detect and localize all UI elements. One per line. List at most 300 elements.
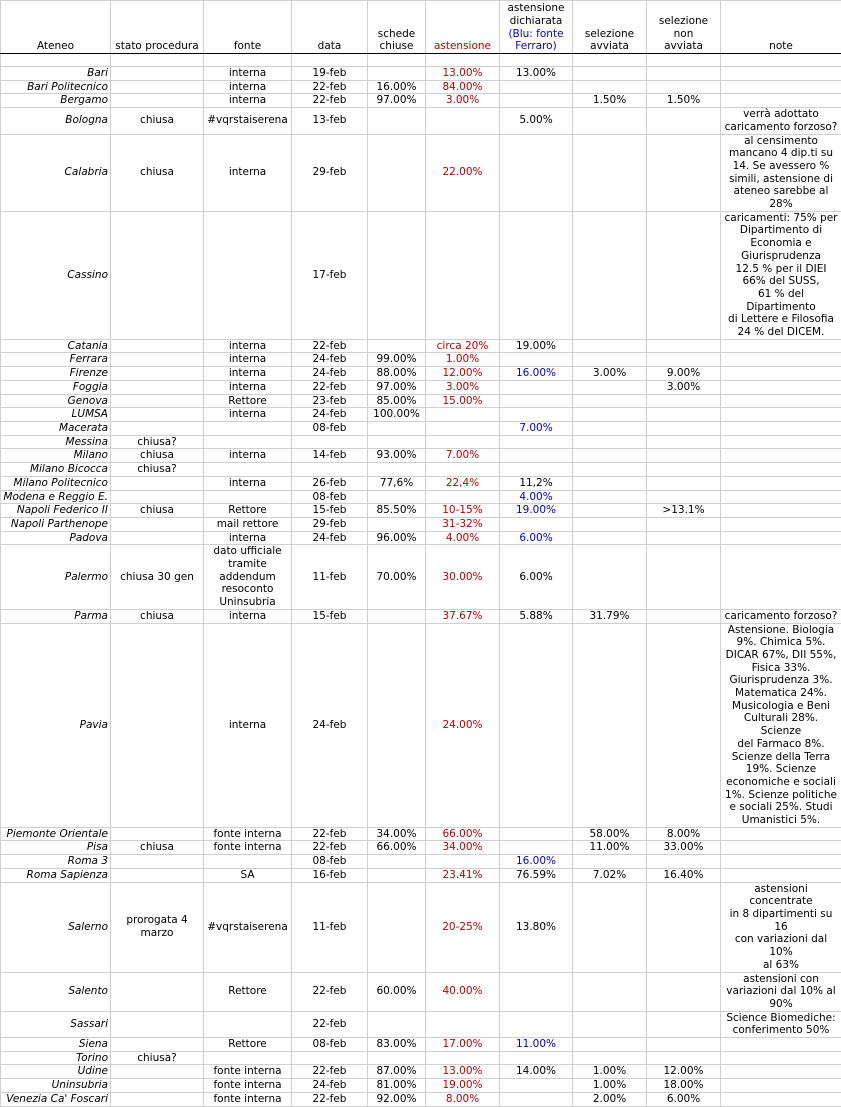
cell-selezione-non: 3.00% [647,380,721,394]
cell-stato [111,394,204,408]
cell-fonte [204,463,292,477]
cell-selezione [573,855,647,869]
cell-schede [368,211,426,339]
cell-selezione: 1.00% [573,1065,647,1079]
cell-fonte [204,1011,292,1037]
cell-note [721,1038,841,1052]
cell-astensione-dichiarata: 6.00% [500,545,573,610]
cell-selezione: 58.00% [573,827,647,841]
cell-fonte: interna [204,94,292,108]
cell-schede [368,435,426,449]
col-header-astensione: astensione [426,1,500,54]
cell-data: 11-feb [292,882,368,972]
cell-astensione-dichiarata [500,449,573,463]
cell-schede: 60.00% [368,972,426,1011]
cell-selezione-non [647,1011,721,1037]
cell-selezione-non: 18.00% [647,1079,721,1093]
cell-schede [368,134,426,211]
cell-stato [111,94,204,108]
cell-data: 13-feb [292,108,368,134]
cell-astensione: 23.41% [426,868,500,882]
cell-schede [368,1051,426,1065]
cell-data: 17-feb [292,211,368,339]
cell-ateneo: Roma 3 [1,855,111,869]
cell-ateneo: Roma Sapienza [1,868,111,882]
cell-stato [111,339,204,353]
cell-selezione-non [647,67,721,81]
cell-data: 22-feb [292,1065,368,1079]
cell-note [721,1079,841,1093]
table-row [1,80,841,94]
cell-selezione [573,394,647,408]
cell-schede: 100.00% [368,408,426,422]
col-header-fonte: fonte [204,1,292,54]
cell-fonte [204,1051,292,1065]
cell-astensione: circa 20% [426,339,500,353]
cell-ateneo: Torino [1,1051,111,1065]
cell-astensione: 34.00% [426,841,500,855]
cell-schede [368,609,426,623]
cell-stato [111,517,204,531]
cell-astensione-dichiarata: 4.00% [500,490,573,504]
cell-astensione: 84.00% [426,80,500,94]
cell-schede [368,623,426,827]
cell-selezione: 11.00% [573,841,647,855]
cell-astensione: 15.00% [426,394,500,408]
cell-selezione-non: >13.1% [647,504,721,518]
cell-astensione-dichiarata [500,1079,573,1093]
cell-data: 19-feb [292,67,368,81]
cell-note [721,545,841,610]
cell-note [721,855,841,869]
table-row [1,1079,841,1093]
cell-selezione: 31.79% [573,609,647,623]
cell-astensione: 3.00% [426,94,500,108]
cell-astensione-dichiarata [500,827,573,841]
cell-fonte: interna [204,449,292,463]
col-header-ateneo: Ateneo [1,1,111,54]
table-row [1,476,841,490]
cell-selezione [573,490,647,504]
cell-fonte: #vqrstaiserena [204,108,292,134]
cell-astensione: 8.00% [426,1092,500,1106]
cell-astensione-dichiarata [500,1092,573,1106]
cell-selezione [573,108,647,134]
cell-note: Science Biomediche: conferimento 50% [721,1011,841,1037]
cell-schede: 85.50% [368,504,426,518]
cell-selezione: 1.50% [573,94,647,108]
cell-astensione-dichiarata: 19.00% [500,504,573,518]
cell-stato: chiusa [111,841,204,855]
cell-ateneo: Messina [1,435,111,449]
cell-note [721,517,841,531]
cell-astensione-dichiarata: 13.80% [500,882,573,972]
cell-astensione: 20-25% [426,882,500,972]
cell-astensione-dichiarata [500,353,573,367]
cell-selezione [573,504,647,518]
cell-astensione-dichiarata [500,1051,573,1065]
cell-data: 23-feb [292,394,368,408]
table-row [1,353,841,367]
cell-fonte: interna [204,476,292,490]
cell-stato [111,80,204,94]
cell-note: caricamenti: 75% per Dipartimento di Economia e Giurisprudenza 12.5 % per il DIEI 66% del SUSS, 61 % del Dipartimento di Lettere e Filosofia 24 % del DICEM. [721,211,841,339]
cell-note [721,868,841,882]
cell-data: 24-feb [292,623,368,827]
cell-note [721,380,841,394]
cell-selezione-non [647,339,721,353]
cell-fonte [204,421,292,435]
cell-ateneo: Bari Politecnico [1,80,111,94]
cell-fonte: fonte interna [204,1065,292,1079]
cell-schede [368,1011,426,1037]
cell-schede: 96.00% [368,531,426,545]
cell-ateneo: Calabria [1,134,111,211]
cell-stato [111,421,204,435]
cell-data: 24-feb [292,367,368,381]
cell-note [721,504,841,518]
cell-astensione: 1.00% [426,353,500,367]
cell-data: 22-feb [292,339,368,353]
cell-stato: chiusa 30 gen [111,545,204,610]
cell-astensione [426,108,500,134]
cell-note: Astensione. Biologia 9%. Chimica 5%. DICAR 67%, DII 55%, Fisica 33%. Giurisprudenza 3%. Matematica 24%. Musicologia e Beni Culturali 28%. Scienze del Farmaco 8%. Scienze della Terra 19%. Scienze economiche e sociali 1%. Scienze politiche e sociali 25%. Studi Umanistici 5%. [721,623,841,827]
cell-selezione [573,476,647,490]
cell-selezione-non: 16.40% [647,868,721,882]
cell-note [721,408,841,422]
cell-astensione: 31-32% [426,517,500,531]
col-header-astensione-dichiarata: astensione dichiarata (Blu: fonte Ferraro) [500,1,573,54]
cell-astensione: 13.00% [426,67,500,81]
cell-astensione-dichiarata [500,1011,573,1037]
cell-stato [111,1079,204,1093]
col-header-data: data [292,1,368,54]
cell-astensione: 37.67% [426,609,500,623]
cell-astensione-dichiarata: 14.00% [500,1065,573,1079]
cell-ateneo: Ferrara [1,353,111,367]
cell-selezione-non [647,972,721,1011]
cell-ateneo: Modena e Reggio E. [1,490,111,504]
cell-astensione: 10-15% [426,504,500,518]
cell-ateneo: Napoli Parthenope [1,517,111,531]
cell-schede: 93.00% [368,449,426,463]
cell-note: astensioni con variazioni dal 10% al 90% [721,972,841,1011]
cell-data: 24-feb [292,1079,368,1093]
cell-stato [111,1092,204,1106]
cell-selezione-non [647,476,721,490]
table-row [1,134,841,211]
cell-selezione [573,545,647,610]
cell-schede: 92.00% [368,1092,426,1106]
cell-fonte: fonte interna [204,841,292,855]
cell-schede: 16.00% [368,80,426,94]
cell-data: 22-feb [292,1011,368,1037]
cell-selezione-non [647,353,721,367]
cell-stato [111,211,204,339]
cell-selezione-non: 8.00% [647,827,721,841]
cell-astensione-dichiarata: 16.00% [500,855,573,869]
table-row [1,1065,841,1079]
cell-astensione-dichiarata [500,134,573,211]
cell-fonte: fonte interna [204,1092,292,1106]
cell-note [721,1092,841,1106]
cell-selezione [573,380,647,394]
cell-ateneo: Uninsubria [1,1079,111,1093]
cell-astensione: 7.00% [426,449,500,463]
cell-selezione-non [647,80,721,94]
cell-selezione-non [647,435,721,449]
table-row [1,855,841,869]
cell-selezione-non [647,531,721,545]
cell-astensione [426,211,500,339]
cell-data [292,435,368,449]
cell-ateneo: Firenze [1,367,111,381]
cell-data: 15-feb [292,504,368,518]
cell-stato [111,367,204,381]
col-header-schede: schede chiuse [368,1,426,54]
cell-schede [368,421,426,435]
cell-schede: 81.00% [368,1079,426,1093]
cell-astensione [426,421,500,435]
cell-selezione-non [647,408,721,422]
cell-data: 08-feb [292,855,368,869]
cell-ateneo: Milano [1,449,111,463]
cell-stato [111,972,204,1011]
cell-astensione-dichiarata [500,972,573,1011]
cell-fonte: Rettore [204,394,292,408]
cell-fonte [204,435,292,449]
cell-selezione-non: 9.00% [647,367,721,381]
cell-note: al censimento mancano 4 dip.ti su 14. Se avessero % simili, astensione di ateneo sarebbe al 28% [721,134,841,211]
cell-data: 22-feb [292,972,368,1011]
cell-note [721,841,841,855]
cell-ateneo: Catania [1,339,111,353]
cell-schede [368,868,426,882]
cell-astensione: 12.00% [426,367,500,381]
cell-selezione-non [647,609,721,623]
cell-ateneo: Salento [1,972,111,1011]
cell-selezione-non [647,421,721,435]
cell-schede [368,490,426,504]
cell-selezione: 2.00% [573,1092,647,1106]
cell-astensione-dichiarata [500,380,573,394]
cell-fonte: interna [204,380,292,394]
table-row [1,972,841,1011]
cell-fonte [204,855,292,869]
cell-stato [111,380,204,394]
cell-schede: 97.00% [368,94,426,108]
cell-stato: chiusa? [111,463,204,477]
cell-fonte: interna [204,67,292,81]
cell-data [292,463,368,477]
cell-stato: prorogata 4 marzo [111,882,204,972]
cell-astensione: 22.00% [426,134,500,211]
cell-ateneo: Bergamo [1,94,111,108]
cell-data: 22-feb [292,80,368,94]
cell-note: astensioni concentrate in 8 dipartimenti su 16 con variazioni dal 10% al 63% [721,882,841,972]
cell-ateneo: Napoli Federico II [1,504,111,518]
cell-selezione [573,353,647,367]
cell-note [721,827,841,841]
cell-selezione [573,80,647,94]
cell-ateneo: Macerata [1,421,111,435]
table-row [1,490,841,504]
cell-selezione-non: 1.50% [647,94,721,108]
cell-selezione [573,134,647,211]
cell-data: 08-feb [292,1038,368,1052]
cell-stato: chiusa [111,449,204,463]
table-row [1,67,841,81]
cell-schede: 83.00% [368,1038,426,1052]
cell-astensione-dichiarata [500,435,573,449]
cell-astensione-dichiarata [500,517,573,531]
cell-ateneo: Pisa [1,841,111,855]
table-row [1,1092,841,1106]
cell-note [721,67,841,81]
cell-fonte: interna [204,339,292,353]
cell-selezione [573,67,647,81]
cell-ateneo: Cassino [1,211,111,339]
spacer-row [1,54,841,67]
cell-selezione: 7.02% [573,868,647,882]
cell-stato: chiusa [111,134,204,211]
cell-stato [111,623,204,827]
cell-note [721,476,841,490]
cell-data: 08-feb [292,490,368,504]
cell-schede: 88.00% [368,367,426,381]
cell-ateneo: Foggia [1,380,111,394]
cell-schede: 85.00% [368,394,426,408]
cell-astensione-dichiarata [500,841,573,855]
cell-schede [368,339,426,353]
cell-data: 22-feb [292,841,368,855]
cell-selezione-non [647,463,721,477]
header-row [1,1,841,54]
table-row [1,545,841,610]
table-row [1,531,841,545]
cell-note [721,421,841,435]
cell-selezione [573,211,647,339]
cell-fonte: dato ufficiale tramite addendum resoconto Uninsubria [204,545,292,610]
table-row [1,449,841,463]
cell-ateneo: Venezia Ca' Foscari [1,1092,111,1106]
cell-selezione-non [647,855,721,869]
cell-selezione-non [647,211,721,339]
cell-astensione [426,435,500,449]
cell-selezione: 1.00% [573,1079,647,1093]
table-row [1,504,841,518]
cell-note [721,490,841,504]
table-row [1,623,841,827]
cell-astensione-dichiarata: 76.59% [500,868,573,882]
cell-astensione-dichiarata: 7.00% [500,421,573,435]
cell-note [721,1065,841,1079]
col-header-selezione: selezione avviata [573,1,647,54]
cell-astensione: 3.00% [426,380,500,394]
cell-astensione-dichiarata [500,463,573,477]
cell-ateneo: Milano Bicocca [1,463,111,477]
cell-data: 24-feb [292,531,368,545]
cell-note: verrà adottato caricamento forzoso? [721,108,841,134]
cell-note [721,394,841,408]
cell-astensione [426,855,500,869]
cell-schede: 87.00% [368,1065,426,1079]
cell-astensione [426,490,500,504]
cell-fonte: Rettore [204,1038,292,1052]
cell-ateneo: Palermo [1,545,111,610]
cell-stato: chiusa? [111,435,204,449]
cell-ateneo: Udine [1,1065,111,1079]
cell-stato [111,1038,204,1052]
cell-fonte: mail rettore [204,517,292,531]
col-header-selezione-non: selezione non avviata [647,1,721,54]
cell-astensione-dichiarata [500,408,573,422]
table-row [1,94,841,108]
cell-schede: 70.00% [368,545,426,610]
cell-astensione-dichiarata: 16.00% [500,367,573,381]
cell-astensione-dichiarata [500,211,573,339]
cell-data: 14-feb [292,449,368,463]
cell-astensione-dichiarata: 11.00% [500,1038,573,1052]
cell-astensione-dichiarata [500,94,573,108]
cell-schede [368,855,426,869]
table-row [1,1051,841,1065]
cell-selezione-non: 12.00% [647,1065,721,1079]
cell-stato [111,1011,204,1037]
cell-data: 16-feb [292,868,368,882]
cell-astensione-dichiarata: 5.88% [500,609,573,623]
cell-fonte: Rettore [204,504,292,518]
cell-data: 29-feb [292,517,368,531]
cell-selezione-non [647,134,721,211]
cell-fonte: interna [204,531,292,545]
cell-ateneo: Salerno [1,882,111,972]
col-header-stato: stato procedura [111,1,204,54]
cell-astensione: 19.00% [426,1079,500,1093]
cell-selezione [573,1011,647,1037]
cell-schede [368,463,426,477]
cell-note [721,94,841,108]
cell-astensione-dichiarata: 19.00% [500,339,573,353]
table-row [1,463,841,477]
table-row [1,841,841,855]
cell-stato [111,1065,204,1079]
cell-selezione: 3.00% [573,367,647,381]
cell-data: 24-feb [292,408,368,422]
cell-ateneo: Piemonte Orientale [1,827,111,841]
cell-astensione: 4.00% [426,531,500,545]
cell-fonte: interna [204,367,292,381]
cell-astensione: 22,4% [426,476,500,490]
cell-fonte: interna [204,80,292,94]
cell-astensione-dichiarata [500,80,573,94]
cell-schede [368,882,426,972]
cell-selezione [573,531,647,545]
cell-fonte [204,211,292,339]
cell-fonte: Rettore [204,972,292,1011]
cell-stato [111,353,204,367]
cell-selezione [573,421,647,435]
cell-astensione: 40.00% [426,972,500,1011]
table-row [1,868,841,882]
cell-selezione [573,882,647,972]
cell-fonte: fonte interna [204,1079,292,1093]
cell-selezione [573,1038,647,1052]
cell-data: 22-feb [292,1092,368,1106]
cell-data [292,1051,368,1065]
cell-fonte: #vqrstaiserena [204,882,292,972]
table-row [1,609,841,623]
